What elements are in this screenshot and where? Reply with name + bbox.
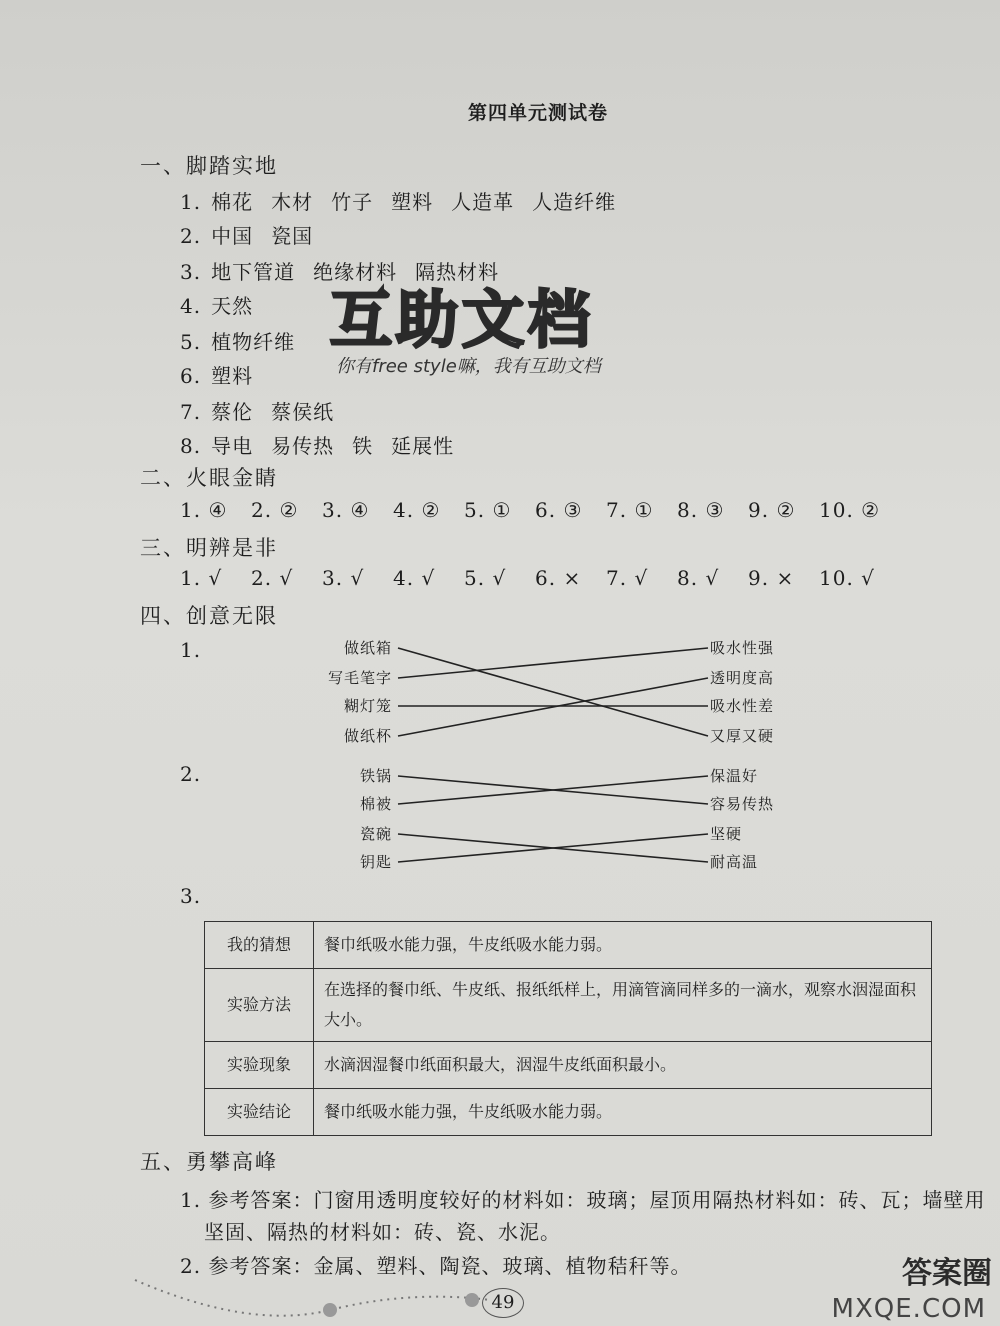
section5-answer1-line1: 1. 参考答案：门窗用透明度较好的材料如：玻璃；屋顶用隔热材料如：砖、瓦；墙壁用 — [180, 1188, 986, 1212]
match-left-label: 做纸箱 — [343, 639, 392, 657]
experiment-table — [204, 921, 932, 1136]
page-title: 第四单元测试卷 — [468, 102, 609, 124]
answer-word: 绝缘材料 — [313, 260, 398, 284]
table-row — [205, 922, 932, 969]
match-left-label: 瓷碗 — [359, 825, 392, 843]
answer-entry: 7. ① — [606, 498, 654, 522]
q1-number: 1. — [180, 638, 202, 662]
match-right-label: 透明度高 — [710, 669, 775, 687]
answer-entry: 4. ② — [393, 498, 441, 522]
answer-entry: 2. √ — [251, 566, 294, 590]
corner-url: MXQE.COM — [831, 1294, 986, 1324]
answer-word: 塑料 — [211, 364, 254, 388]
answer-word: 塑料 — [391, 190, 434, 214]
item-number: 8. — [180, 434, 202, 458]
answer-word: 隔热材料 — [415, 260, 500, 284]
answer-word: 竹子 — [331, 190, 374, 214]
answer-word: 棉花 — [211, 190, 254, 214]
section5-answer2: 2. 参考答案：金属、塑料、陶瓷、玻璃、植物秸秆等。 — [180, 1254, 692, 1278]
section1-heading: 一、脚踏实地 — [140, 154, 278, 178]
section3-heading: 三、明辨是非 — [140, 536, 278, 560]
answer-entry: 5. ① — [464, 498, 512, 522]
answer-word: 天然 — [211, 294, 254, 318]
match-left-label: 棉被 — [359, 795, 392, 813]
match-right-label: 又厚又硬 — [710, 727, 775, 745]
answer-word: 延展性 — [391, 434, 455, 458]
table-row — [205, 969, 932, 1042]
item-number: 7. — [180, 400, 202, 424]
page-number: 49 — [482, 1288, 524, 1318]
match-right-label: 坚硬 — [710, 825, 743, 843]
section5-answer1-line2: 坚固、隔热的材料如：砖、瓷、水泥。 — [204, 1220, 561, 1244]
item-number: 4. — [180, 294, 202, 318]
item-number: 6. — [180, 364, 202, 388]
match-left-label: 铁锅 — [359, 767, 392, 785]
answer-entry: 9. ② — [748, 498, 796, 522]
row-label: 实验现象 — [205, 1042, 314, 1089]
answer-entry: 7. √ — [606, 566, 649, 590]
match-right-label: 耐高温 — [710, 853, 759, 871]
answer-entry: 6. × — [535, 566, 582, 590]
row-label: 实验结论 — [205, 1089, 314, 1136]
match-left-label: 做纸杯 — [343, 727, 392, 745]
answer-entry: 8. √ — [677, 566, 720, 590]
match-line — [398, 648, 708, 736]
match-line — [398, 648, 708, 678]
match-right-label: 吸水性差 — [710, 697, 775, 715]
answer-entry: 3. ④ — [322, 498, 370, 522]
answer-word: 易传热 — [271, 434, 335, 458]
answer-word: 铁 — [352, 434, 374, 458]
item-number: 2. — [180, 224, 202, 248]
watermark-slogan: 你有free style嘛，我有互助文档 — [336, 356, 601, 377]
section5-heading: 五、勇攀高峰 — [140, 1150, 278, 1174]
answer-word: 中国 — [211, 224, 254, 248]
item-number: 5. — [180, 330, 202, 354]
match-left-label: 写毛笔字 — [327, 669, 392, 687]
answer-entry: 9. × — [748, 566, 795, 590]
match-left-label: 钥匙 — [359, 853, 392, 871]
item-number: 1. — [180, 190, 202, 214]
item-number: 3. — [180, 260, 202, 284]
answer-entry: 3. √ — [322, 566, 365, 590]
answer-word: 导电 — [211, 434, 254, 458]
section2-heading: 二、火眼金睛 — [140, 466, 278, 490]
answer-entry: 2. ② — [251, 498, 299, 522]
q3-number: 3. — [180, 884, 202, 908]
decorative-dotted-arc — [130, 1270, 510, 1326]
match-right-label: 保温好 — [710, 767, 759, 785]
answer-entry: 5. √ — [464, 566, 507, 590]
answer-word: 木材 — [271, 190, 314, 214]
section4-heading: 四、创意无限 — [140, 604, 278, 628]
table-row — [205, 1089, 932, 1136]
match-left-label: 糊灯笼 — [343, 697, 392, 715]
answer-entry: 8. ③ — [677, 498, 725, 522]
table-row — [205, 1042, 932, 1089]
answer-entry: 1. √ — [180, 566, 223, 590]
answer-word: 地下管道 — [211, 260, 296, 284]
answer-entry: 1. ④ — [180, 498, 228, 522]
answer-entry: 10. ② — [819, 498, 881, 522]
match-q2-lines — [398, 776, 708, 862]
answer-word: 人造革 — [451, 190, 515, 214]
answer-word: 人造纤维 — [532, 190, 617, 214]
row-label: 实验方法 — [205, 969, 314, 1042]
match-right-label: 吸水性强 — [710, 639, 775, 657]
answer-word: 蔡侯纸 — [271, 400, 335, 424]
match-right-label: 容易传热 — [710, 795, 775, 813]
watermark-logo: 互助文档 — [330, 283, 595, 356]
row-text: 在选择的餐巾纸、牛皮纸、报纸纸样上，用滴管滴同样多的一滴水，观察水洇湿面积大小。 — [314, 969, 932, 1042]
answer-entry: 6. ③ — [535, 498, 583, 522]
answer-word: 植物纤维 — [211, 330, 296, 354]
corner-logo: 答案圈 — [902, 1256, 992, 1291]
match-line — [398, 678, 708, 736]
match-q1-lines — [398, 648, 708, 736]
answer-entry: 10. √ — [819, 566, 875, 590]
row-text: 餐巾纸吸水能力强，牛皮纸吸水能力弱。 — [314, 922, 932, 969]
q2-number: 2. — [180, 762, 202, 786]
answer-entry: 4. √ — [393, 566, 436, 590]
answer-word: 蔡伦 — [211, 400, 254, 424]
row-text: 水滴洇湿餐巾纸面积最大，洇湿牛皮纸面积最小。 — [314, 1042, 932, 1089]
row-label: 我的猜想 — [205, 922, 314, 969]
answer-word: 瓷国 — [271, 224, 314, 248]
row-text: 餐巾纸吸水能力强，牛皮纸吸水能力弱。 — [314, 1089, 932, 1136]
